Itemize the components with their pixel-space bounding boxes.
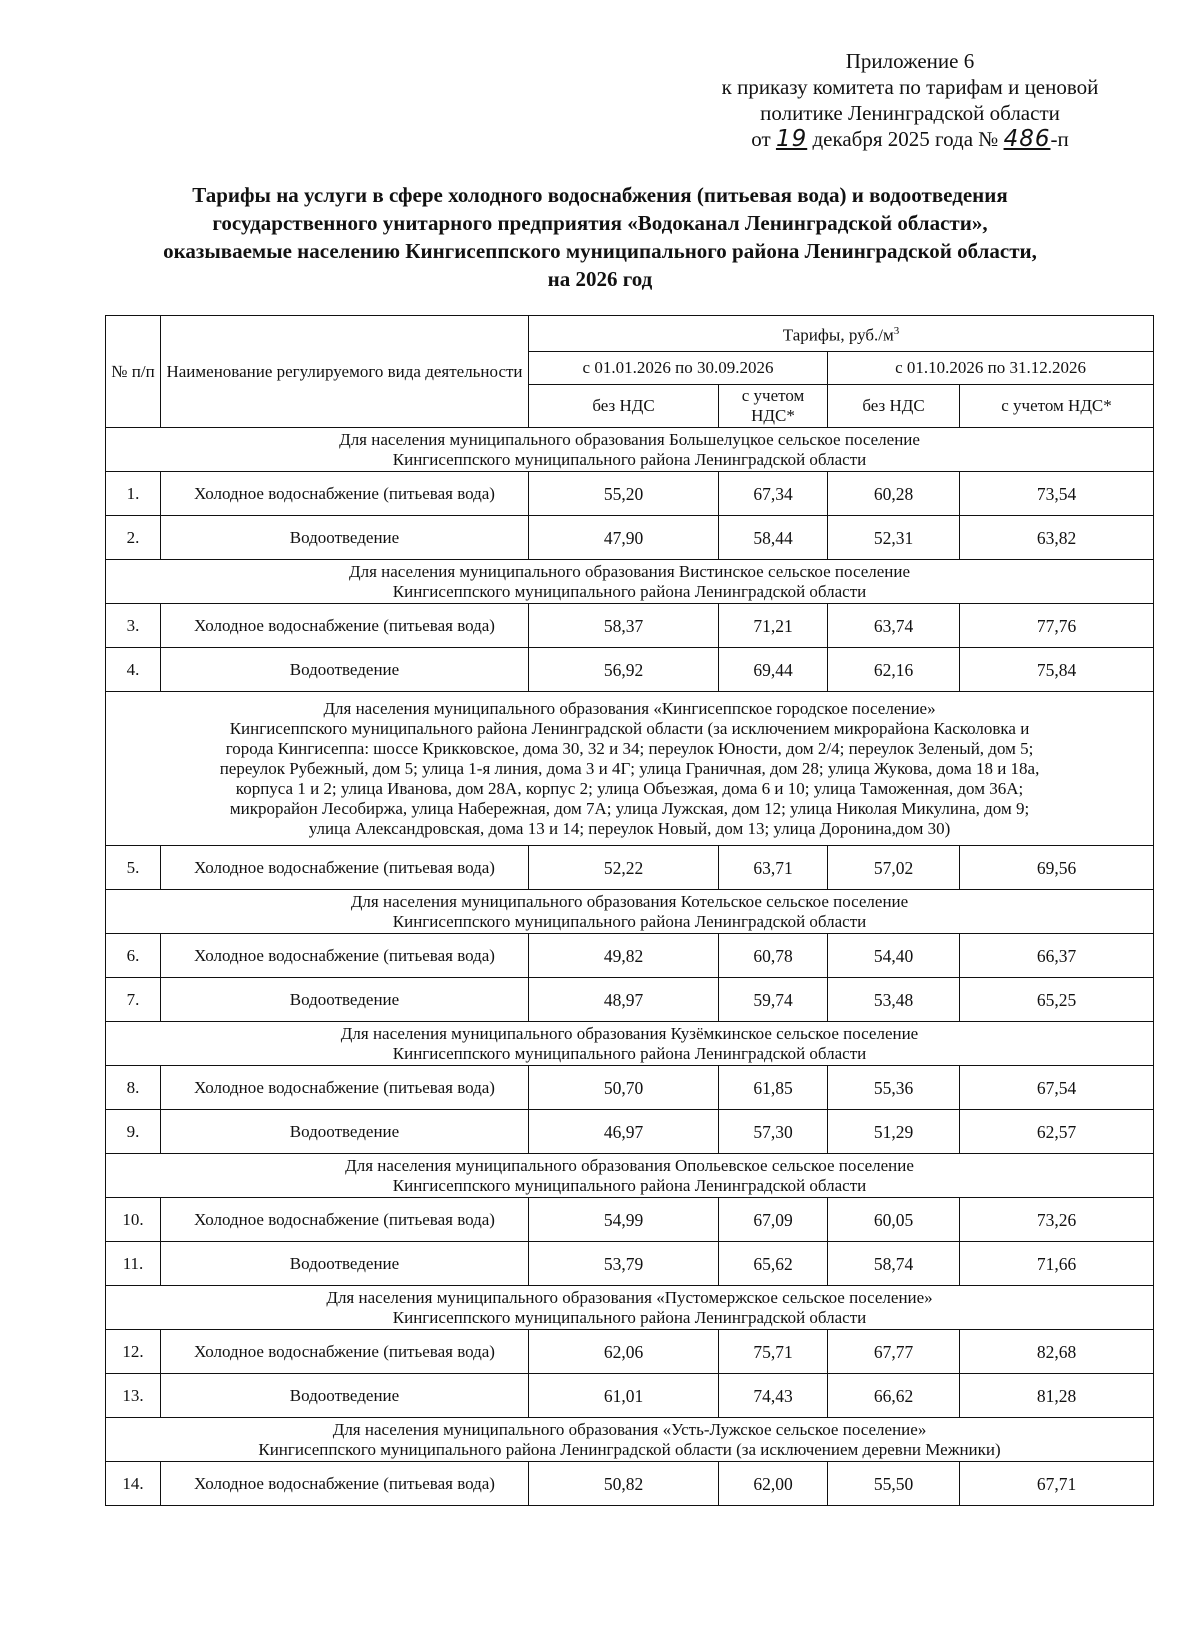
section-line: Для населения муниципального образования «Усть-Лужское сельское поселение» xyxy=(332,1419,927,1439)
section-line: Кингисеппского муниципального района Ленинградской области xyxy=(392,449,867,469)
tariff-h2-with-vat: 67,71 xyxy=(960,1462,1154,1506)
tariff-h2-with-vat: 73,54 xyxy=(960,472,1154,516)
service-name: Холодное водоснабжение (питьевая вода) xyxy=(161,1198,529,1242)
table-row xyxy=(106,472,1154,516)
appendix-title: Приложение 6 xyxy=(845,49,975,73)
table-row xyxy=(106,978,1154,1022)
tariff-h2-with-vat: 75,84 xyxy=(960,648,1154,692)
tariff-h1-with-vat: 71,21 xyxy=(719,604,828,648)
tariff-h2-no-vat: 60,05 xyxy=(828,1198,960,1242)
tariffs-unit-exp: 3 xyxy=(893,325,900,338)
row-number: 14. xyxy=(106,1462,161,1506)
tariff-h1-no-vat: 50,70 xyxy=(529,1066,719,1110)
tariff-h2-no-vat: 55,50 xyxy=(828,1462,960,1506)
tariff-h1-with-vat: 65,62 xyxy=(719,1242,828,1286)
table-row xyxy=(106,1374,1154,1418)
document-title xyxy=(100,181,1100,293)
service-name: Холодное водоснабжение (питьевая вода) xyxy=(161,1330,529,1374)
municipality-section-heading xyxy=(106,1022,1154,1066)
section-line: Для населения муниципального образования Вистинское сельское поселение xyxy=(349,561,911,581)
municipality-section-row xyxy=(106,1286,1154,1330)
municipality-section-heading xyxy=(106,890,1154,934)
municipality-section-heading xyxy=(106,1286,1154,1330)
tariff-h1-no-vat: 46,97 xyxy=(529,1110,719,1154)
municipality-section-heading xyxy=(106,560,1154,604)
tariff-h1-with-vat: 67,34 xyxy=(719,472,828,516)
service-name: Водоотведение xyxy=(161,1374,529,1418)
section-line: Для населения муниципального образования Котельское сельское поселение xyxy=(350,891,909,911)
tariff-h2-with-vat: 69,56 xyxy=(960,846,1154,890)
row-number: 8. xyxy=(106,1066,161,1110)
header-num: № п/п xyxy=(106,316,161,428)
tariff-h2-with-vat: 77,76 xyxy=(960,604,1154,648)
header-with-vat-2: с учетом НДС* xyxy=(960,385,1154,428)
tariff-h1-with-vat: 60,78 xyxy=(719,934,828,978)
tariff-h1-with-vat: 74,43 xyxy=(719,1374,828,1418)
municipality-section-row xyxy=(106,692,1154,846)
tariff-h1-no-vat: 48,97 xyxy=(529,978,719,1022)
tariff-h1-with-vat: 58,44 xyxy=(719,516,828,560)
section-line: Кингисеппского муниципального района Ленинградской области xyxy=(392,1307,867,1327)
service-name: Водоотведение xyxy=(161,1110,529,1154)
section-line: Кингисеппского муниципального района Ленинградской области xyxy=(392,1175,867,1195)
row-number: 1. xyxy=(106,472,161,516)
tariff-h2-with-vat: 62,57 xyxy=(960,1110,1154,1154)
date-prefix: от xyxy=(751,127,771,151)
section-line: Для населения муниципального образования Опольевское сельское поселение xyxy=(345,1155,914,1175)
tariff-h1-no-vat: 58,37 xyxy=(529,604,719,648)
tariff-h1-with-vat: 67,09 xyxy=(719,1198,828,1242)
municipality-section-heading xyxy=(106,692,1154,846)
tariff-h2-with-vat: 73,26 xyxy=(960,1198,1154,1242)
section-line: Для населения муниципального образования Кузёмкинское сельское поселение xyxy=(340,1023,919,1043)
service-name: Водоотведение xyxy=(161,978,529,1022)
tariff-h2-with-vat: 82,68 xyxy=(960,1330,1154,1374)
municipality-section-heading xyxy=(106,1154,1154,1198)
section-line: микрорайон Лесобиржа, улица Набережная, дом 7А; улица Лужская, дом 12; улица Николая Микулина, дом 9; xyxy=(229,798,1030,818)
tariff-h1-no-vat: 47,90 xyxy=(529,516,719,560)
section-line: Для населения муниципального образования «Кингисеппское городское поселение» xyxy=(323,698,936,718)
service-name: Водоотведение xyxy=(161,516,529,560)
tariff-h2-with-vat: 81,28 xyxy=(960,1374,1154,1418)
tariff-h1-no-vat: 62,06 xyxy=(529,1330,719,1374)
tariff-h2-no-vat: 57,02 xyxy=(828,846,960,890)
tariff-h2-no-vat: 60,28 xyxy=(828,472,960,516)
row-number: 3. xyxy=(106,604,161,648)
municipality-section-row xyxy=(106,1022,1154,1066)
row-number: 12. xyxy=(106,1330,161,1374)
tariff-h1-no-vat: 53,79 xyxy=(529,1242,719,1286)
tariff-h2-no-vat: 54,40 xyxy=(828,934,960,978)
tariff-table-body xyxy=(106,428,1154,1506)
date-middle: декабря 2025 года № xyxy=(812,127,999,151)
tariff-h1-no-vat: 61,01 xyxy=(529,1374,719,1418)
section-line: Кингисеппского муниципального района Ленинградской области xyxy=(392,1043,867,1063)
header-no-vat-1: без НДС xyxy=(529,385,719,428)
header-period-2: с 01.10.2026 по 31.12.2026 xyxy=(828,352,1154,385)
municipality-section-heading xyxy=(106,428,1154,472)
tariff-h1-with-vat: 69,44 xyxy=(719,648,828,692)
tariff-h2-no-vat: 63,74 xyxy=(828,604,960,648)
section-line: Кингисеппского муниципального района Ленинградской области xyxy=(392,581,867,601)
row-number: 10. xyxy=(106,1198,161,1242)
municipality-section-row xyxy=(106,560,1154,604)
section-line: Кингисеппского муниципального района Ленинградской области xyxy=(392,911,867,931)
tariff-h2-with-vat: 63,82 xyxy=(960,516,1154,560)
service-name: Водоотведение xyxy=(161,1242,529,1286)
service-name: Водоотведение xyxy=(161,648,529,692)
tariff-h1-no-vat: 55,20 xyxy=(529,472,719,516)
municipality-section-row xyxy=(106,1418,1154,1462)
service-name: Холодное водоснабжение (питьевая вода) xyxy=(161,604,529,648)
title-line: государственного унитарного предприятия «Водоканал Ленинградской области», xyxy=(212,211,988,235)
tariffs-label: Тарифы, руб./м xyxy=(782,325,894,345)
header-activity: Наименование регулируемого вида деятельности xyxy=(161,316,529,428)
row-number: 4. xyxy=(106,648,161,692)
handwritten-day: 19 xyxy=(775,126,808,152)
tariff-h1-with-vat: 57,30 xyxy=(719,1110,828,1154)
section-line: Кингисеппского муниципального района Ленинградской области (за исключением микрорайона Касколовка и xyxy=(229,718,1030,738)
appendix-date-line xyxy=(660,126,1160,152)
tariff-h1-with-vat: 61,85 xyxy=(719,1066,828,1110)
table-row xyxy=(106,1066,1154,1110)
row-number: 2. xyxy=(106,516,161,560)
municipality-section-heading xyxy=(106,1418,1154,1462)
row-number: 9. xyxy=(106,1110,161,1154)
title-line: на 2026 год xyxy=(547,267,653,291)
appendix-order-ref: к приказу комитета по тарифам и ценовой xyxy=(721,75,1099,99)
table-row xyxy=(106,604,1154,648)
tariff-h1-with-vat: 62,00 xyxy=(719,1462,828,1506)
service-name: Холодное водоснабжение (питьевая вода) xyxy=(161,846,529,890)
row-number: 6. xyxy=(106,934,161,978)
tariff-h1-no-vat: 49,82 xyxy=(529,934,719,978)
section-line: переулок Рубежный, дом 5; улица 1-я линия, дома 3 и 4Г; улица Граничная, дом 28; улица Жукова, дома 18 и 18а, xyxy=(219,758,1040,778)
header-with-vat-1: с учетом НДС* xyxy=(719,385,828,428)
municipality-section-row xyxy=(106,428,1154,472)
tariff-h2-no-vat: 67,77 xyxy=(828,1330,960,1374)
row-number: 5. xyxy=(106,846,161,890)
table-row xyxy=(106,1330,1154,1374)
section-line: Кингисеппского муниципального района Ленинградской области (за исключением деревни Межники) xyxy=(258,1439,1001,1459)
tariff-table xyxy=(105,315,1154,1506)
row-number: 7. xyxy=(106,978,161,1022)
table-row xyxy=(106,1198,1154,1242)
table-row xyxy=(106,1110,1154,1154)
title-line: Тарифы на услуги в сфере холодного водоснабжения (питьевая вода) и водоотведения xyxy=(192,183,1008,207)
tariff-h2-no-vat: 52,31 xyxy=(828,516,960,560)
tariff-h2-no-vat: 58,74 xyxy=(828,1242,960,1286)
header-no-vat-2: без НДС xyxy=(828,385,960,428)
appendix-committee: политике Ленинградской области xyxy=(760,101,1060,125)
service-name: Холодное водоснабжение (питьевая вода) xyxy=(161,934,529,978)
section-line: улица Александровская, дома 13 и 14; переулок Новый, дом 13; улица Доронина,дом 30) xyxy=(308,818,951,838)
tariff-h2-with-vat: 67,54 xyxy=(960,1066,1154,1110)
header-tariffs xyxy=(529,316,1154,352)
tariff-h1-with-vat: 63,71 xyxy=(719,846,828,890)
tariff-h1-no-vat: 50,82 xyxy=(529,1462,719,1506)
section-line: корпуса 1 и 2; улица Иванова, дом 28А, корпус 2; улица Объезжая, дома 6 и 10; улица Таможенная, дом 36А; xyxy=(235,778,1024,798)
tariff-h2-with-vat: 71,66 xyxy=(960,1242,1154,1286)
tariff-h2-no-vat: 62,16 xyxy=(828,648,960,692)
table-row xyxy=(106,1242,1154,1286)
tariff-h1-no-vat: 56,92 xyxy=(529,648,719,692)
table-row xyxy=(106,846,1154,890)
header-period-1: с 01.01.2026 по 30.09.2026 xyxy=(529,352,828,385)
title-line: оказываемые населению Кингисеппского муниципального района Ленинградской области, xyxy=(163,239,1037,263)
municipality-section-row xyxy=(106,1154,1154,1198)
row-number: 13. xyxy=(106,1374,161,1418)
service-name: Холодное водоснабжение (питьевая вода) xyxy=(161,1462,529,1506)
tariff-h1-no-vat: 54,99 xyxy=(529,1198,719,1242)
appendix-heading xyxy=(660,48,1160,152)
tariff-h2-no-vat: 66,62 xyxy=(828,1374,960,1418)
tariff-h1-no-vat: 52,22 xyxy=(529,846,719,890)
tariff-h2-with-vat: 66,37 xyxy=(960,934,1154,978)
tariff-h2-no-vat: 53,48 xyxy=(828,978,960,1022)
service-name: Холодное водоснабжение (питьевая вода) xyxy=(161,472,529,516)
tariff-h2-no-vat: 55,36 xyxy=(828,1066,960,1110)
table-row xyxy=(106,934,1154,978)
tariff-h2-with-vat: 65,25 xyxy=(960,978,1154,1022)
table-row xyxy=(106,1462,1154,1506)
section-line: Для населения муниципального образования «Пустомержское сельское поселение» xyxy=(326,1287,933,1307)
tariff-h2-no-vat: 51,29 xyxy=(828,1110,960,1154)
row-number: 11. xyxy=(106,1242,161,1286)
table-row xyxy=(106,648,1154,692)
municipality-section-row xyxy=(106,890,1154,934)
tariff-h1-with-vat: 75,71 xyxy=(719,1330,828,1374)
section-line: Для населения муниципального образования Большелуцкое сельское поселение xyxy=(339,429,920,449)
order-suffix: -п xyxy=(1050,127,1069,151)
service-name: Холодное водоснабжение (питьевая вода) xyxy=(161,1066,529,1110)
table-row xyxy=(106,516,1154,560)
tariff-h1-with-vat: 59,74 xyxy=(719,978,828,1022)
handwritten-order-number: 486 xyxy=(1003,126,1051,152)
section-line: города Кингисеппа: шоссе Крикковское, дома 30, 32 и 34; переулок Юности, дом 2/4; переулок Зеленый, дом 5; xyxy=(225,738,1034,758)
